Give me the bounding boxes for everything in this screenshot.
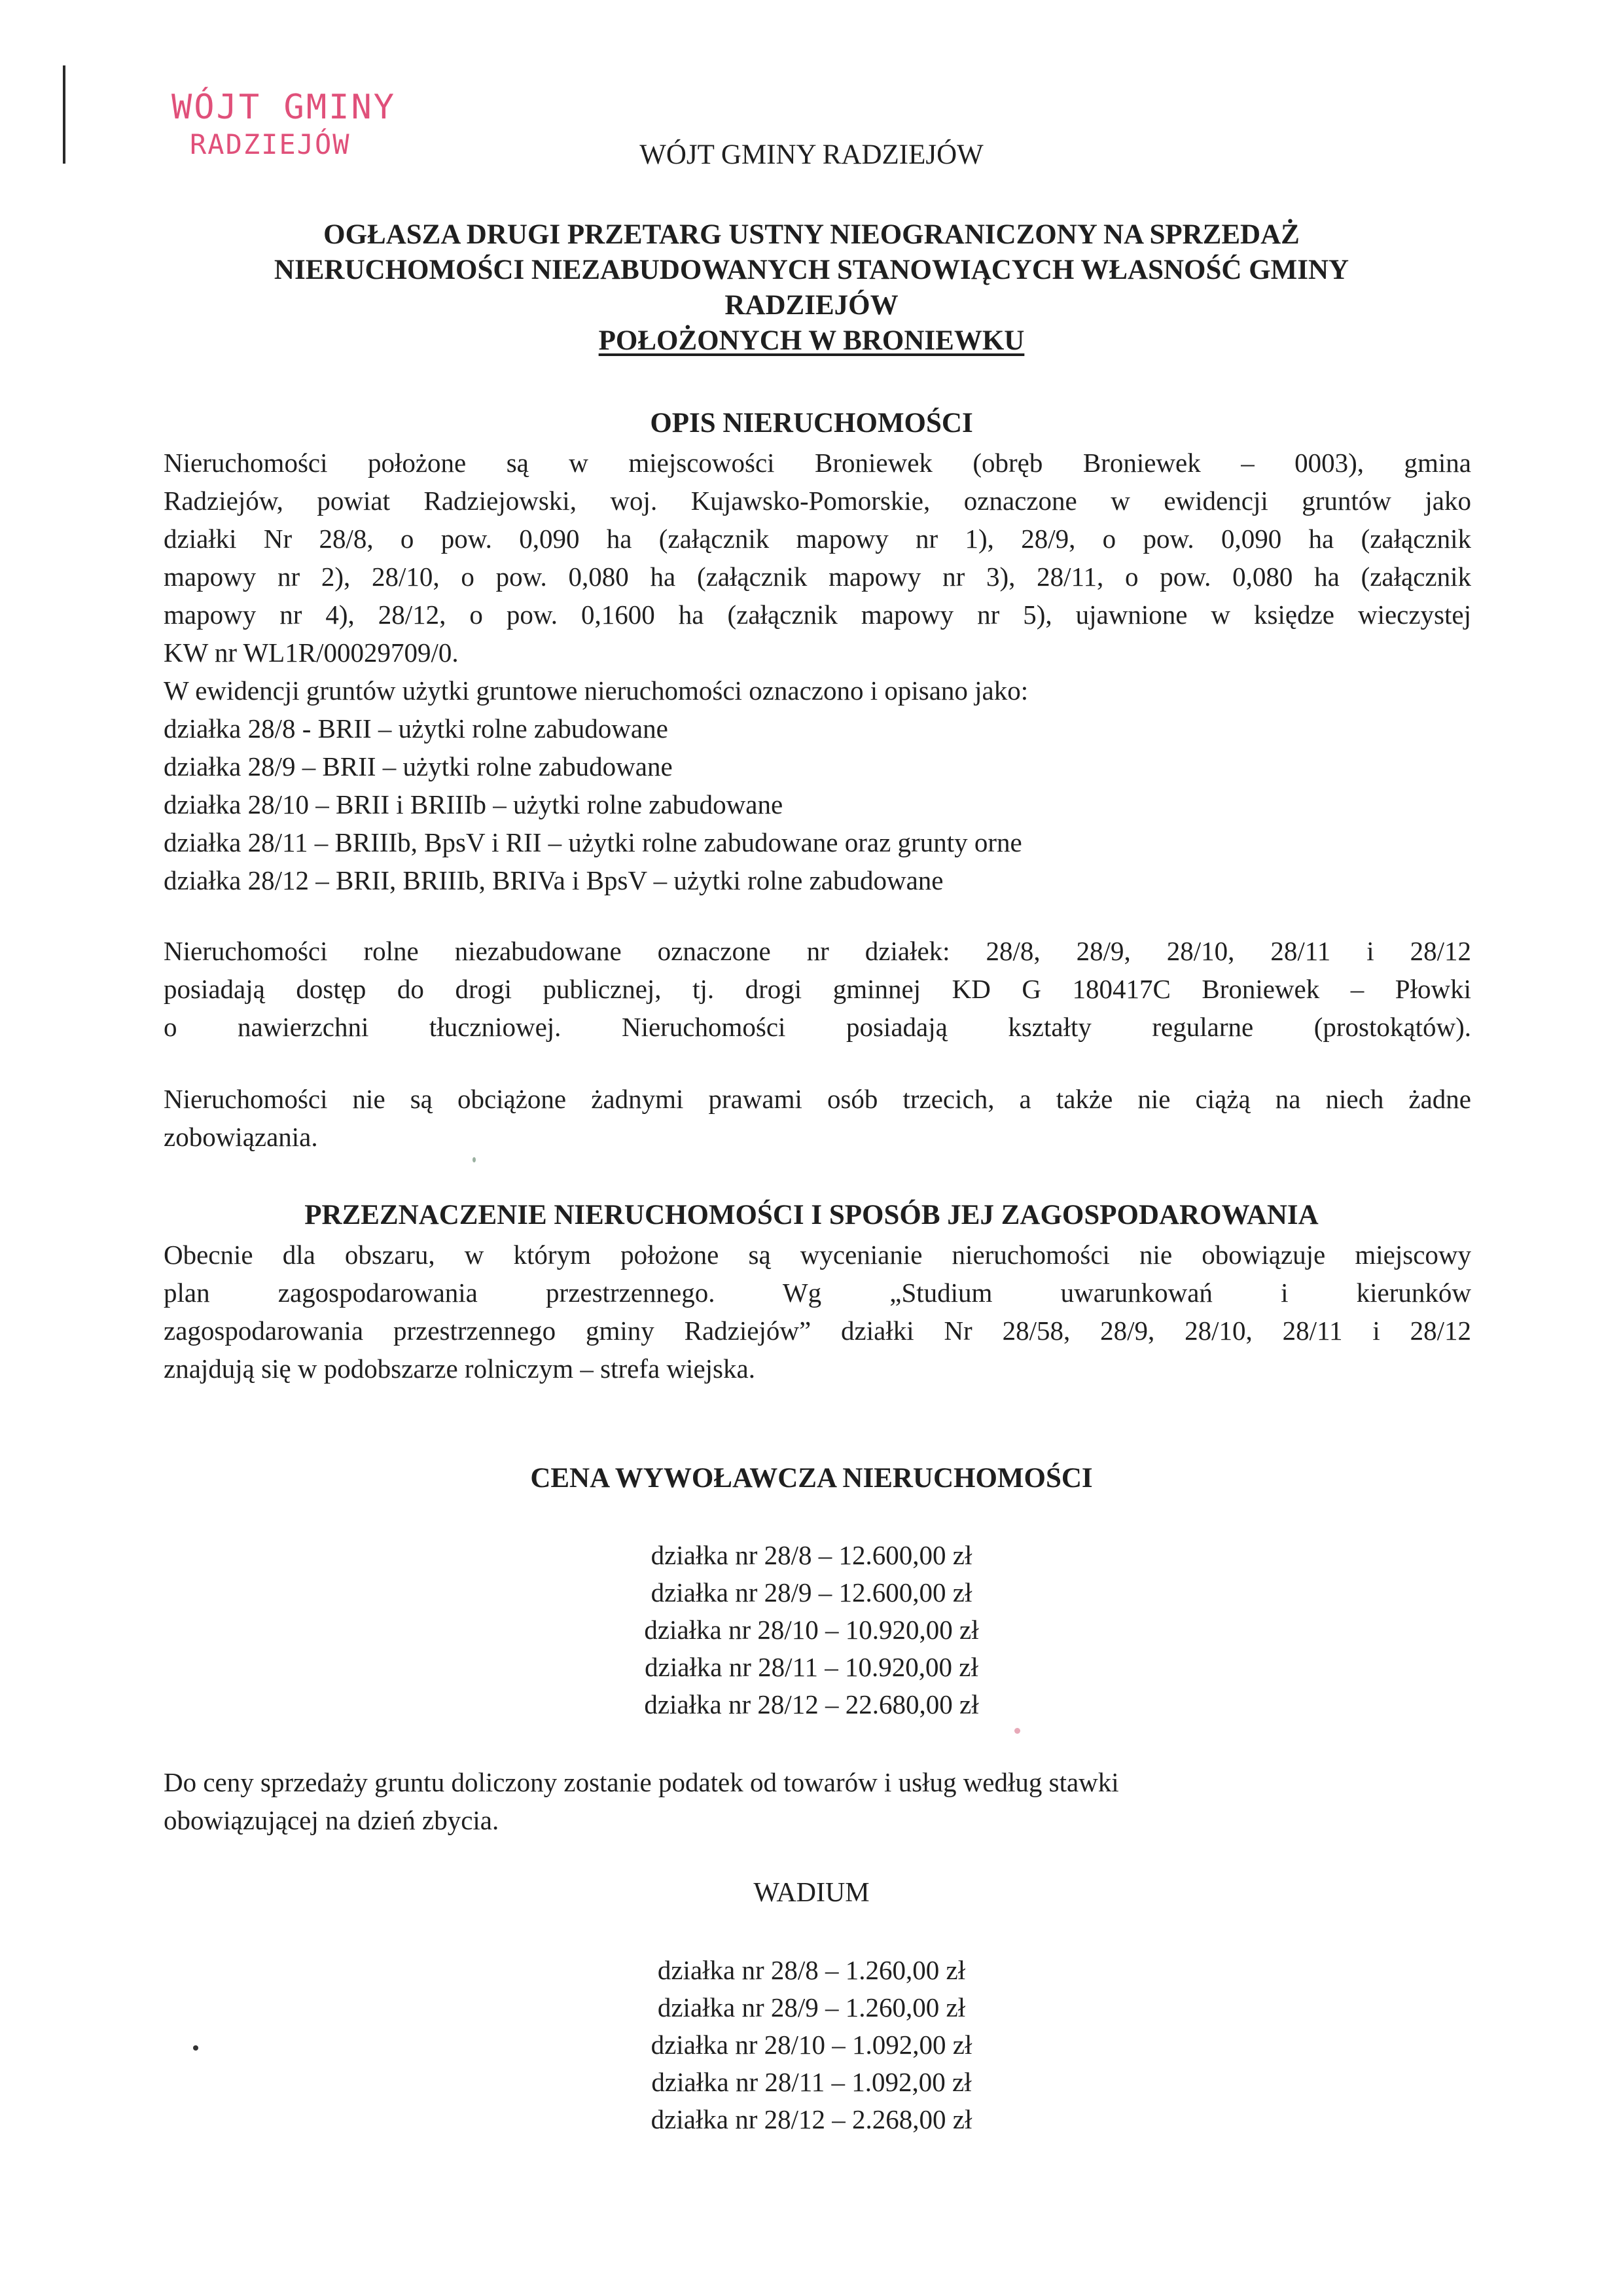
paragraph-line: Nieruchomości rolne niezabudowane oznaczone nr działek: 28/8, 28/9, 28/10, 28/11 i 28/12 bbox=[164, 936, 1471, 966]
paragraph-line: Do ceny sprzedaży gruntu doliczony zostanie podatek od towarów i usług według stawki bbox=[164, 1767, 1119, 1797]
section-heading-przeznaczenie: PRZEZNACZENIE NIERUCHOMOŚCI I SPOSÓB JEJ ZAGOSPODAROWANIA bbox=[304, 1200, 1319, 1230]
price-item: działka nr 28/8 – 12.600,00 zł bbox=[651, 1540, 972, 1570]
paragraph-line: obowiązującej na dzień zbycia. bbox=[164, 1805, 499, 1835]
price-item: działka nr 28/10 – 10.920,00 zł bbox=[644, 1615, 979, 1645]
encumbrance-paragraph bbox=[164, 1080, 1471, 1156]
paragraph-line: zobowiązania. bbox=[164, 1122, 318, 1152]
paragraph-line: działki Nr 28/8, o pow. 0,090 ha (załącznik mapowy nr 1), 28/9, o pow. 0,090 ha (załącznik bbox=[164, 524, 1471, 554]
vat-note bbox=[164, 1763, 1471, 1839]
deposit-item: działka nr 28/9 – 1.260,00 zł bbox=[657, 1992, 966, 2022]
paragraph-line: Obecnie dla obszaru, w którym położone są wycenianie nieruchomości nie obowiązuje miejscowy bbox=[164, 1240, 1471, 1270]
land-use-item: działka 28/12 – BRII, BRIIIb, BRIVa i BpsV – użytki rolne zabudowane bbox=[164, 865, 944, 895]
land-use-item: działka 28/9 – BRII – użytki rolne zabudowane bbox=[164, 751, 673, 781]
land-use-item: działka 28/10 – BRII i BRIIIb – użytki rolne zabudowane bbox=[164, 789, 783, 819]
property-description bbox=[164, 444, 1471, 899]
announcement-title bbox=[164, 217, 1459, 359]
title-line: NIERUCHOMOŚCI NIEZABUDOWANYCH STANOWIĄCYCH WŁASNOŚĆ GMINY bbox=[274, 255, 1349, 285]
deposit-item: działka nr 28/8 – 1.260,00 zł bbox=[657, 1955, 966, 1985]
zoning-paragraph bbox=[164, 1236, 1471, 1388]
deposit-item: działka nr 28/10 – 1.092,00 zł bbox=[651, 2030, 972, 2060]
paragraph-line: Nieruchomości położone są w miejscowości Broniewek (obręb Broniewek – 0003), gmina bbox=[164, 448, 1471, 478]
scan-speck bbox=[473, 1157, 476, 1162]
price-item: działka nr 28/12 – 22.680,00 zł bbox=[644, 1689, 979, 1719]
paragraph-line: mapowy nr 4), 28/12, o pow. 0,1600 ha (załącznik mapowy nr 5), ujawnione w księdze wieczystej bbox=[164, 600, 1471, 630]
title-line: OGŁASZA DRUGI PRZETARG USTNY NIEOGRANICZONY NA SPRZEDAŻ bbox=[323, 219, 1300, 250]
land-use-item: działka 28/11 – BRIIIb, BpsV i RII – użytki rolne zabudowane oraz grunty orne bbox=[164, 827, 1022, 857]
road-access-paragraph bbox=[164, 932, 1471, 1046]
scan-margin-mark bbox=[63, 65, 65, 164]
title-line: RADZIEJÓW bbox=[724, 290, 899, 321]
paragraph-line: Nieruchomości nie są obciążone żadnymi prawami osób trzecich, a także nie ciążą na niech żadne bbox=[164, 1084, 1471, 1114]
paragraph-line: plan zagospodarowania przestrzennego. Wg „Studium uwarunkowań i kierunków bbox=[164, 1278, 1471, 1308]
scan-speck bbox=[1014, 1728, 1020, 1734]
deposit-item: działka nr 28/11 – 1.092,00 zł bbox=[651, 2067, 972, 2097]
location-line: POŁOŻONYCH W BRONIEWKU bbox=[598, 325, 1025, 356]
deposit-item: działka nr 28/12 – 2.268,00 zł bbox=[651, 2104, 972, 2134]
stamp-line-2: RADZIEJÓW bbox=[190, 128, 351, 160]
stamp-line-1: WÓJT GMINY bbox=[171, 88, 397, 127]
paragraph-line: Radziejów, powiat Radziejowski, woj. Kujawsko-Pomorskie, oznaczone w ewidencji gruntów jako bbox=[164, 486, 1471, 516]
authority-heading: WÓJT GMINY RADZIEJÓW bbox=[639, 139, 984, 170]
paragraph-line: o nawierzchni tłuczniowej. Nieruchomości posiadają kształty regularne (prostokątów). bbox=[164, 1012, 1471, 1042]
paragraph-line: zagospodarowania przestrzennego gminy Radziejów” działki Nr 28/58, 28/9, 28/10, 28/11 i 28/12 bbox=[164, 1316, 1471, 1346]
paragraph-line: KW nr WL1R/00029709/0. bbox=[164, 637, 459, 668]
paragraph-line: znajdują się w podobszarze rolniczym – strefa wiejska. bbox=[164, 1354, 755, 1384]
deposit-list bbox=[0, 1952, 1623, 2138]
price-item: działka nr 28/9 – 12.600,00 zł bbox=[651, 1577, 972, 1607]
land-use-intro: W ewidencji gruntów użytki gruntowe nieruchomości oznaczono i opisano jako: bbox=[164, 675, 1029, 706]
price-item: działka nr 28/11 – 10.920,00 zł bbox=[645, 1652, 978, 1682]
section-heading-opis: OPIS NIERUCHOMOŚCI bbox=[650, 408, 973, 439]
section-heading-wadium: WADIUM bbox=[753, 1878, 870, 1908]
land-use-item: działka 28/8 - BRII – użytki rolne zabudowane bbox=[164, 713, 668, 744]
starting-price-list bbox=[0, 1537, 1623, 1723]
paragraph-line: mapowy nr 2), 28/10, o pow. 0,080 ha (załącznik mapowy nr 3), 28/11, o pow. 0,080 ha (załącznik bbox=[164, 562, 1471, 592]
section-heading-cena: CENA WYWOŁAWCZA NIERUCHOMOŚCI bbox=[530, 1463, 1093, 1494]
paragraph-line: posiadają dostęp do drogi publicznej, tj. drogi gminnej KD G 180417C Broniewek – Płowki bbox=[164, 974, 1471, 1004]
